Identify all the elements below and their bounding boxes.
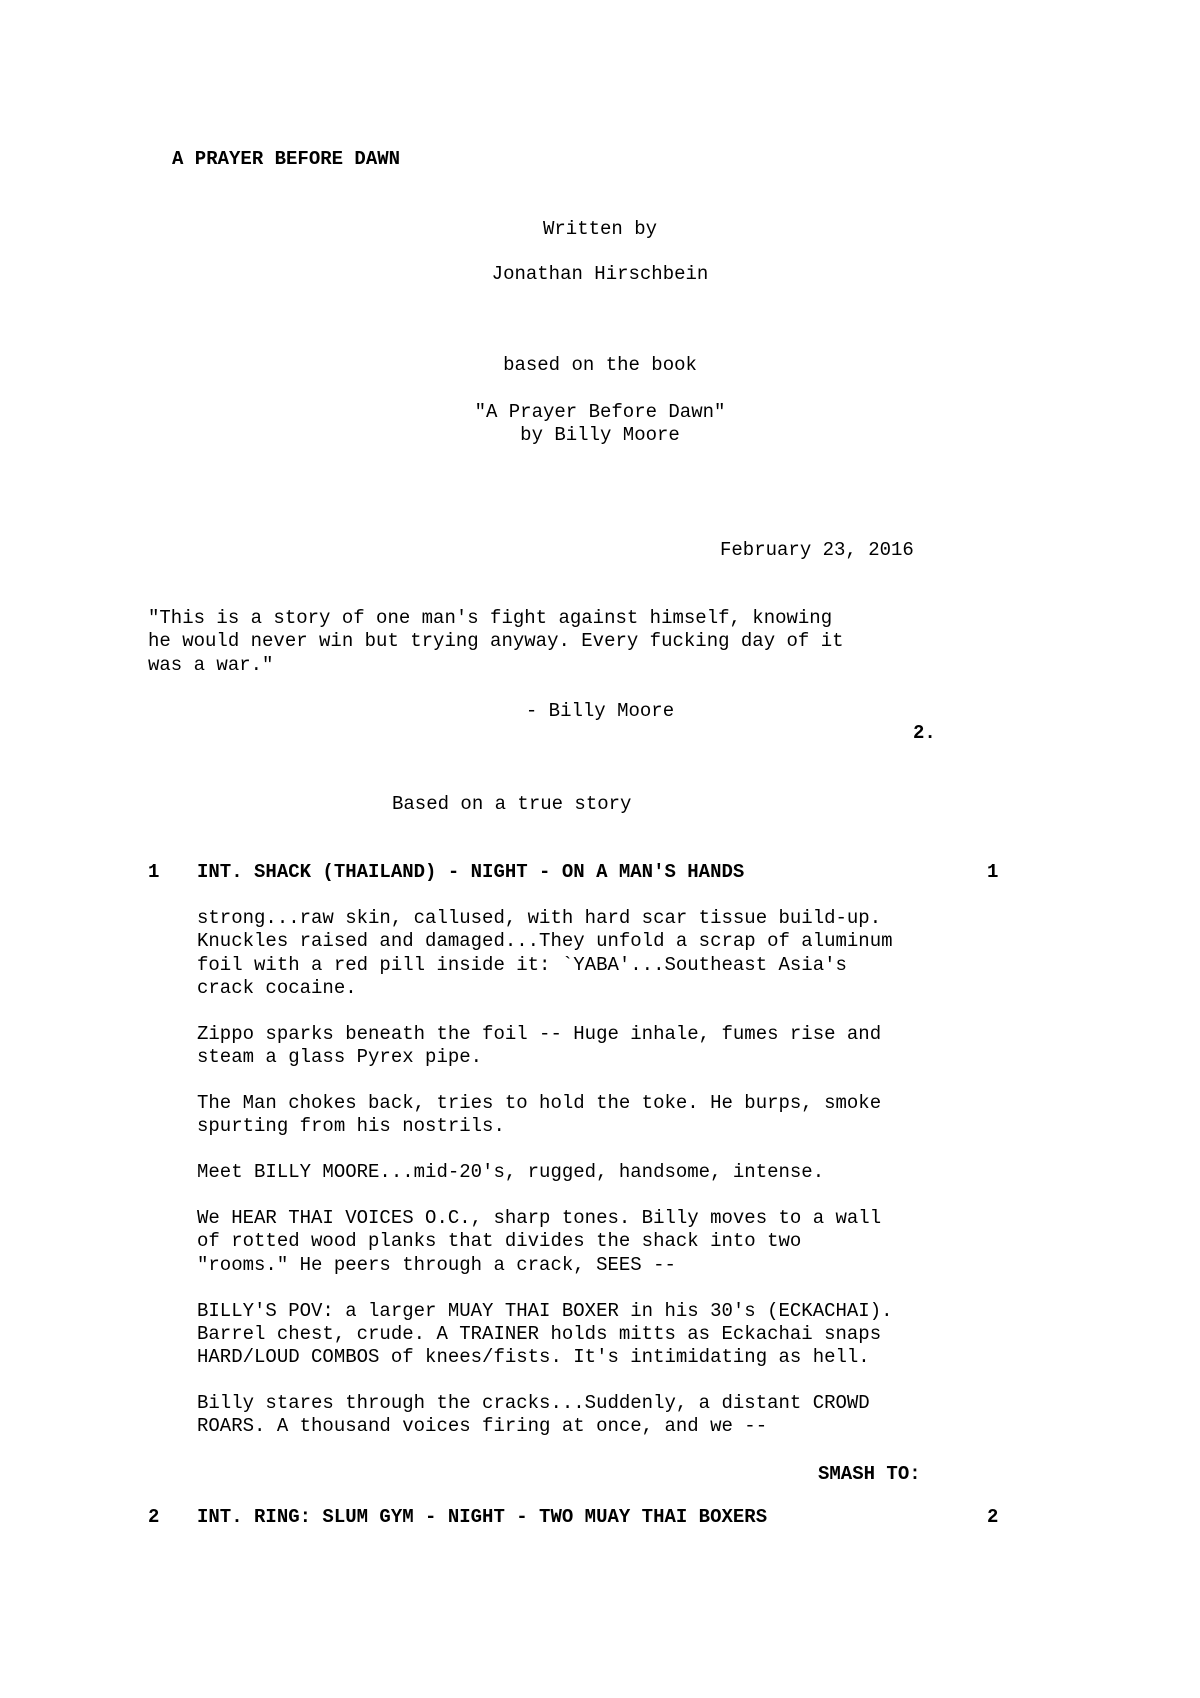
- action-line: crack cocaine.: [197, 977, 357, 999]
- action-line: spurting from his nostrils.: [197, 1115, 505, 1137]
- scene-number-right: 2: [987, 1506, 999, 1528]
- written-by-label: Written by: [542, 218, 658, 240]
- author-name: Jonathan Hirschbein: [491, 263, 709, 285]
- action-line: Billy stares through the cracks...Suddenly, a distant CROWD: [197, 1392, 870, 1414]
- scene-heading: INT. SHACK (THAILAND) - NIGHT - ON A MAN'S HANDS: [197, 861, 745, 883]
- scene-number-left: 2: [148, 1506, 160, 1528]
- epigraph-line: "This is a story of one man's fight against himself, knowing: [148, 607, 833, 629]
- action-line: foil with a red pill inside it: `YABA'...Southeast Asia's: [197, 954, 847, 976]
- book-title: "A Prayer Before Dawn": [474, 401, 726, 423]
- action-line: We HEAR THAI VOICES O.C., sharp tones. Billy moves to a wall: [197, 1207, 882, 1229]
- script-title: A PRAYER BEFORE DAWN: [172, 148, 401, 170]
- true-story-note: Based on a true story: [392, 793, 632, 815]
- epigraph-line: was a war.": [148, 654, 274, 676]
- action-line: Zippo sparks beneath the foil -- Huge inhale, fumes rise and: [197, 1023, 882, 1045]
- action-line: of rotted wood planks that divides the shack into two: [197, 1230, 802, 1252]
- draft-date: February 23, 2016: [720, 539, 914, 561]
- scene-number-right: 1: [987, 861, 999, 883]
- action-line: BILLY'S POV: a larger MUAY THAI BOXER in his 30's (ECKACHAI).: [197, 1300, 893, 1322]
- scene-number-left: 1: [148, 861, 160, 883]
- action-line: Knuckles raised and damaged...They unfold a scrap of aluminum: [197, 930, 893, 952]
- action-line: ROARS. A thousand voices firing at once, and we --: [197, 1415, 768, 1437]
- transition: SMASH TO:: [818, 1463, 921, 1485]
- based-on-label: based on the book: [503, 354, 697, 376]
- scene-heading: INT. RING: SLUM GYM - NIGHT - TWO MUAY THAI BOXERS: [197, 1506, 768, 1528]
- action-line: steam a glass Pyrex pipe.: [197, 1046, 483, 1068]
- action-line: The Man chokes back, tries to hold the toke. He burps, smoke: [197, 1092, 882, 1114]
- action-line: "rooms." He peers through a crack, SEES --: [197, 1254, 676, 1276]
- action-line: Barrel chest, crude. A TRAINER holds mitts as Eckachai snaps: [197, 1323, 882, 1345]
- epigraph-line: he would never win but trying anyway. Every fucking day of it: [148, 630, 844, 652]
- action-line: strong...raw skin, callused, with hard scar tissue build-up.: [197, 907, 882, 929]
- action-line: Meet BILLY MOORE...mid-20's, rugged, handsome, intense.: [197, 1161, 825, 1183]
- page-number: 2.: [913, 722, 936, 744]
- epigraph-attribution: - Billy Moore: [525, 700, 675, 722]
- action-line: HARD/LOUD COMBOS of knees/fists. It's intimidating as hell.: [197, 1346, 870, 1368]
- book-author: by Billy Moore: [520, 424, 680, 446]
